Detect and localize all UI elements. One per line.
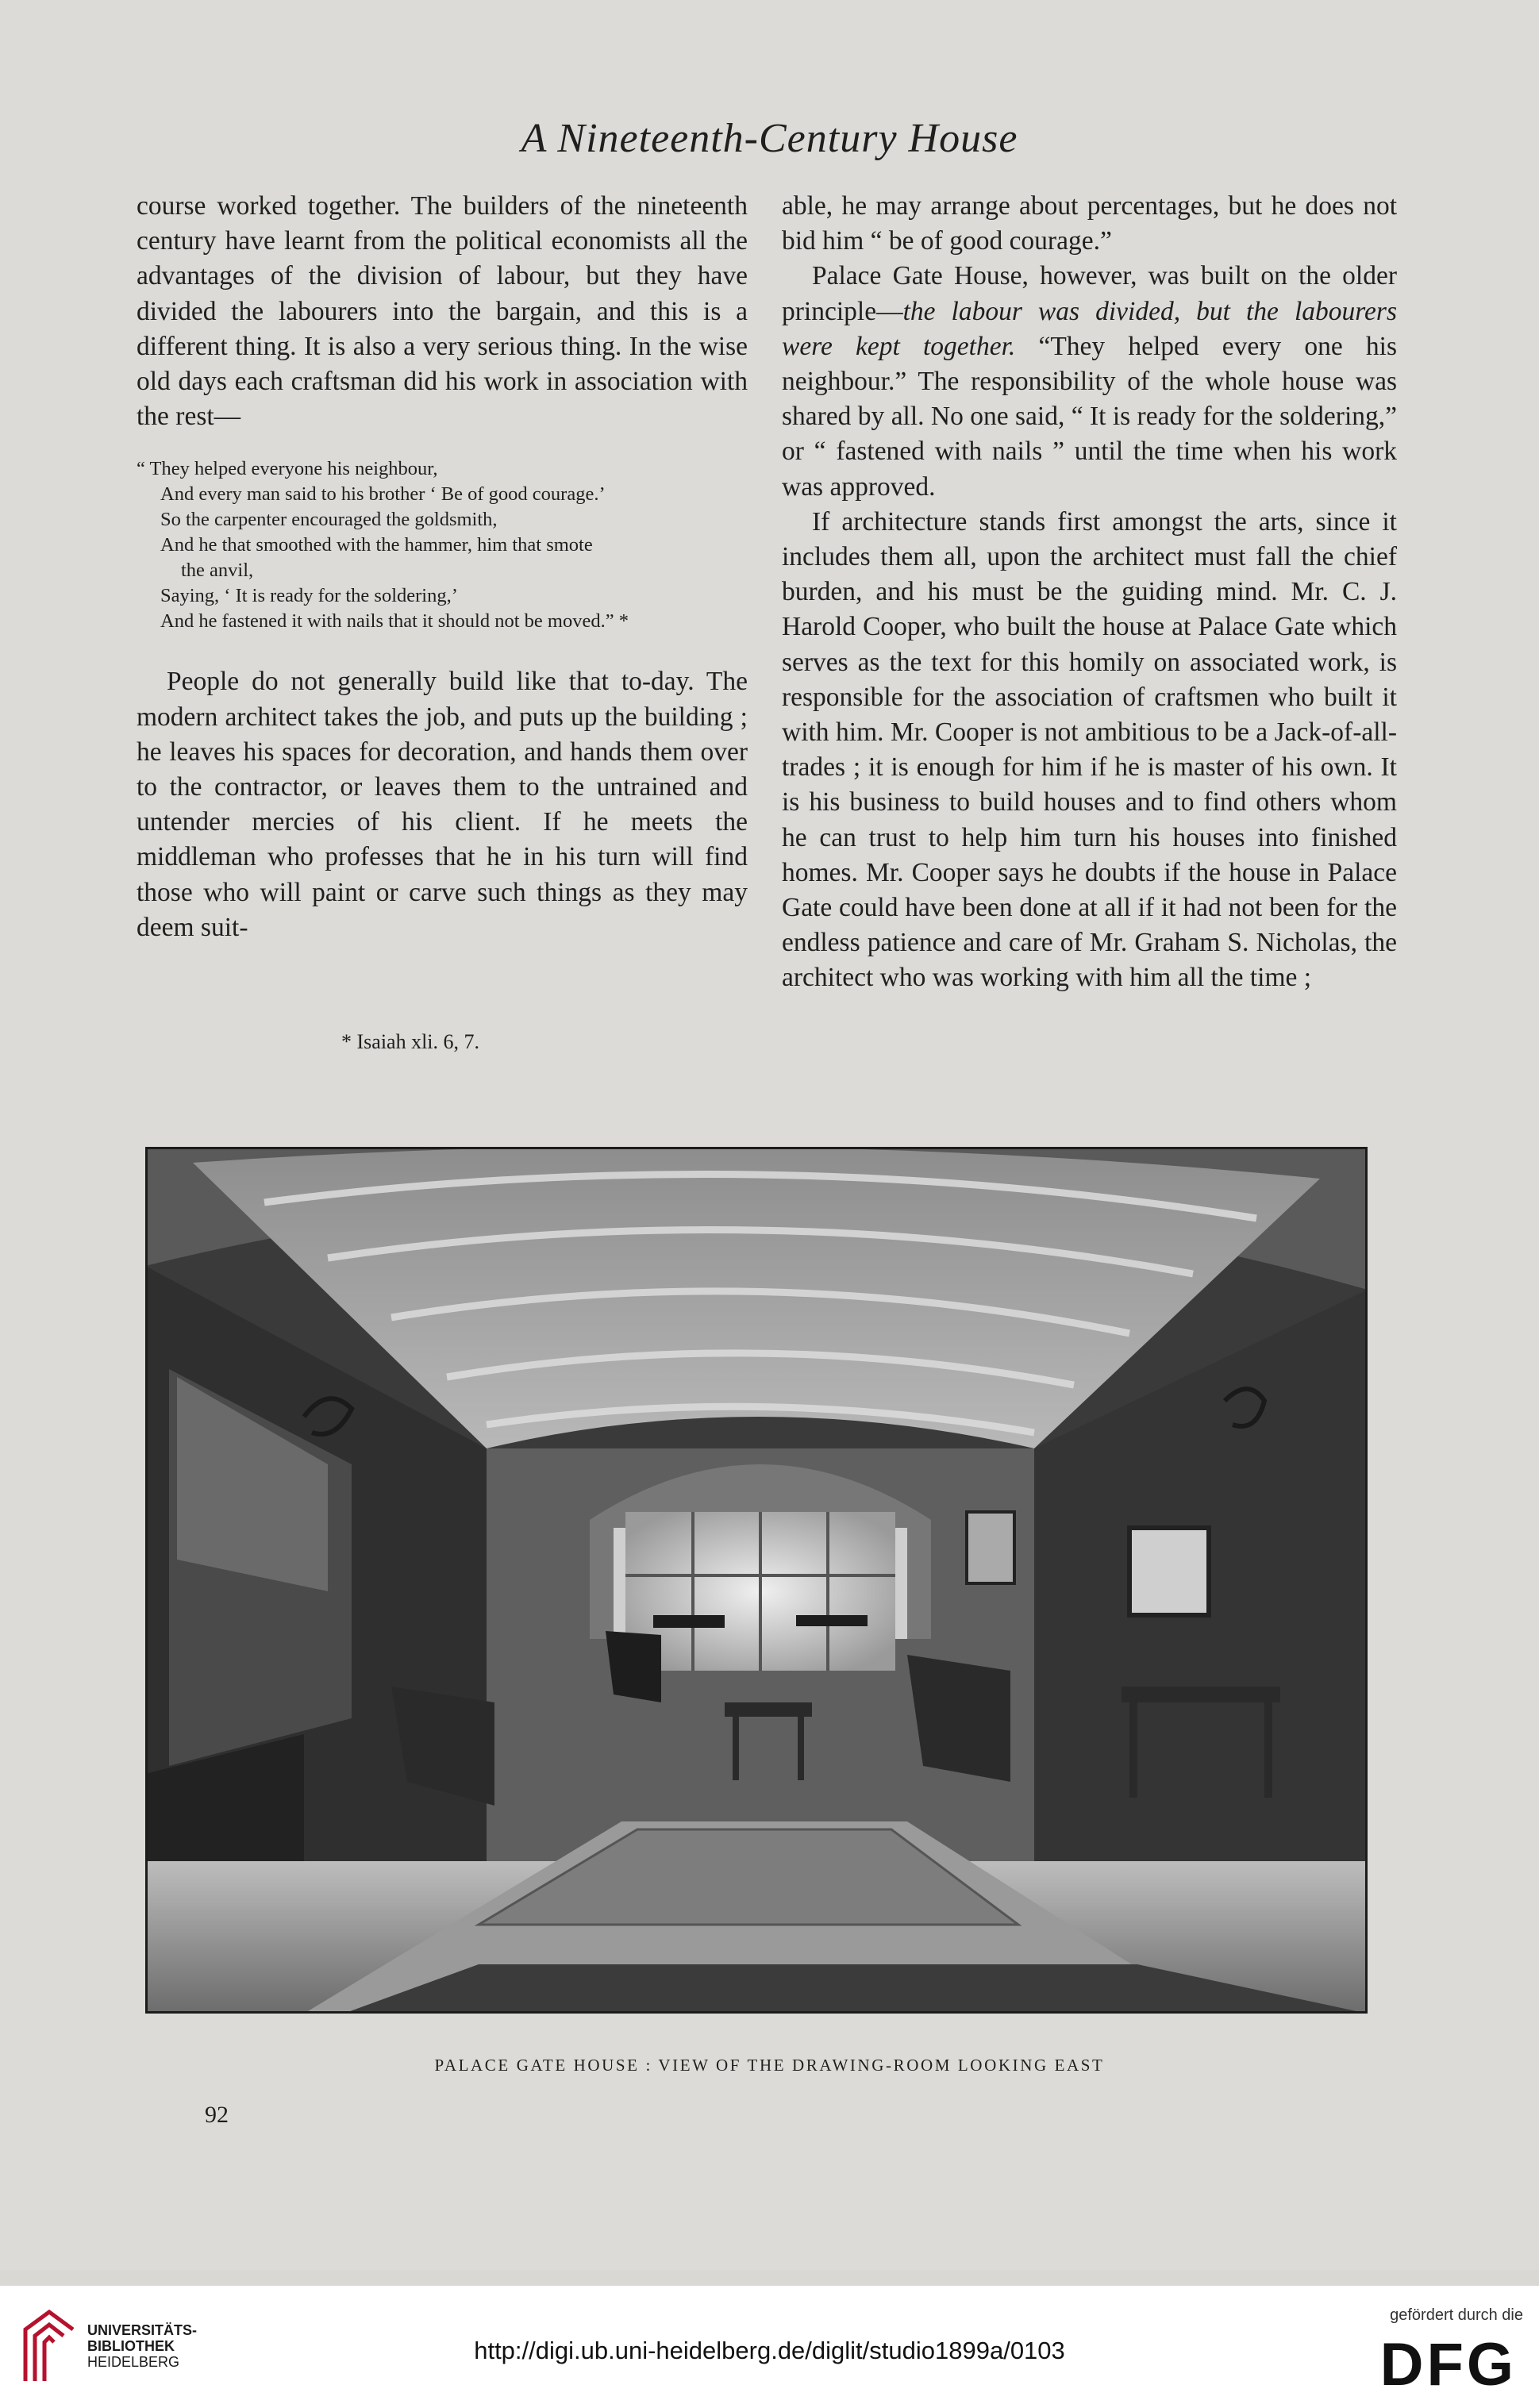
institution-line-3: HEIDELBERG (87, 2354, 180, 2370)
right-paragraph-2-italic: the labour was divided, but the labourers were kept together. (782, 296, 1397, 361)
right-column (782, 189, 1397, 996)
poem-line: Saying, ‘ It is ready for the soldering,’ (160, 585, 458, 607)
footnote: * Isaiah xli. 6, 7. (341, 1030, 480, 1053)
page-number: 92 (205, 2102, 229, 2128)
funding-text: gefördert durch die (1390, 2306, 1523, 2324)
institution-line-2: BIBLIOTHEK (87, 2338, 175, 2354)
right-paragraph-2-start: Palace Gate House, however, was built on the older principle— (782, 261, 1397, 326)
right-paragraph-2 (782, 259, 1397, 504)
poem-line: the anvil, (181, 560, 254, 582)
right-paragraph-2-end: “They helped every one his neighbour.” The responsibility of the whole house was shared by all. No one said, “ It is ready for the soldering,” or “ fastened with nails ” until the time when his work was approved. (782, 331, 1397, 502)
photo-caption: PALACE GATE HOUSE : VIEW OF THE DRAWING-ROOM LOOKING EAST (434, 2056, 1105, 2075)
drawing-room-illustration (145, 1147, 1368, 2014)
left-column (137, 189, 748, 945)
poem-line: And he fastened it with nails that it should not be moved.” * (160, 610, 629, 633)
left-paragraph-2: People do not generally build like that to-day. The modern architect takes the job, and puts up the building ; he leaves his spaces for decoration, and hands them over to the contractor, or leaves them to the untrained and untender mercies of his client. If he meets the middleman who professes that he in his turn will find those who will paint or carve such things as they may deem suit- (137, 667, 748, 942)
poem-quotation (137, 456, 748, 634)
institution-line-1: UNIVERSITÄTS- (87, 2322, 198, 2338)
poem-line: So the carpenter encouraged the goldsmith, (160, 509, 498, 531)
running-head: A Nineteenth-Century House (521, 116, 1018, 161)
left-paragraph-1: course worked together. The builders of the nineteenth century have learnt from the political economists all the advantages of the division of labour, but they have divided the labourers into the bargain, and this is a different thing. It is also a very serious thing. In the wise old days each craftsman did his work in association with the rest— (137, 191, 748, 432)
source-url-link[interactable]: http://digi.ub.uni-heidelberg.de/diglit/studio1899a/0103 (474, 2337, 1065, 2364)
right-paragraph-1: able, he may arrange about percentages, but he does not bid him “ be of good courage.” (782, 191, 1397, 256)
poem-line: “ They helped everyone his neighbour, (137, 458, 438, 480)
right-paragraph-3: If architecture stands first amongst the arts, since it includes them all, upon the architect must fall the chief burden, and his must be the guiding mind. Mr. C. J. Harold Cooper, who built the house at Palace Gate which serves as the text for this homily on associated work, is responsible for the association of craftsmen who built it with him. Mr. Cooper is not ambitious to be a Jack-of-all-trades ; it is enough for him if he is master of his own. It is his business to build houses and to find others whom he can trust to help him turn his houses into finished homes. Mr. Cooper says he doubts if the house in Palace Gate could have been done at all if it had not been for the endless patience and care of Mr. Graham S. Nicholas, the architect who was working with him all the time ; (782, 506, 1397, 993)
poem-line: And he that smoothed with the hammer, him that smote (160, 534, 593, 556)
drawing-room-photograph (145, 1147, 1368, 2014)
poem-line: And every man said to his brother ‘ Be of good courage.’ (160, 483, 606, 506)
dfg-logo: DFG (1379, 2331, 1517, 2398)
